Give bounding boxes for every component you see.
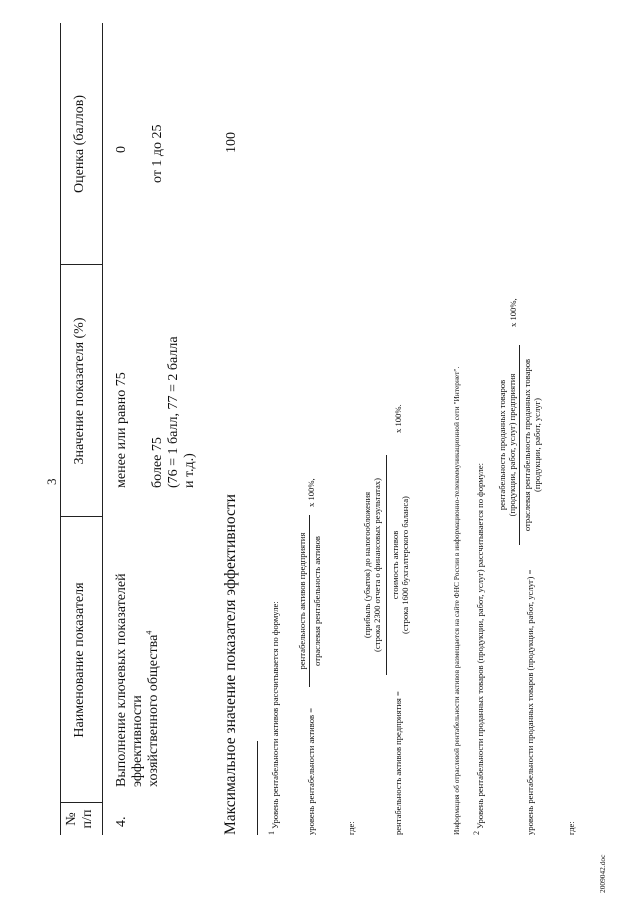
formula1-lhs: уровень рентабельности активов = <box>306 707 316 835</box>
formula1-numerator: рентабельность активов предприятия <box>297 532 307 670</box>
header-value: Значение показателя (%) <box>72 317 87 465</box>
row4-score2: от 1 до 25 <box>150 124 165 183</box>
formula1-fraction-line <box>309 515 310 687</box>
document-id: 2009042.doc <box>598 854 607 893</box>
formula3-multiplier: х 100%, <box>508 298 518 327</box>
formula1-denominator: отраслевая рентабельность активов <box>312 536 322 666</box>
formula2-fraction-line <box>386 455 387 675</box>
table-header-rule <box>102 23 103 835</box>
formula2-numerator-line1: (прибыль (убыток) до налогообложения <box>362 491 372 639</box>
header-num-line1: № <box>64 812 79 826</box>
table-top-rule <box>60 23 61 835</box>
footnote-2 <box>472 462 485 835</box>
row4-name <box>114 507 162 787</box>
row4-name-sup: 4 <box>144 630 154 635</box>
formula3-denominator-line1: отраслевая рентабельность проданных товаров <box>522 358 532 532</box>
footnote-2-text: Уровень рентабельности проданных товаров (продукции, работ, услуг) рассчитывается по формуле: <box>475 462 485 829</box>
formula2-numerator <box>362 455 382 675</box>
row4-value2 <box>150 268 198 488</box>
formula3-denominator-line2: (продукции, работ, услуг) <box>532 398 542 492</box>
formula2-numerator-line2: (строка 2300 отчета о финансовых результатах) <box>372 478 382 652</box>
row4-name-line2-wrap <box>146 507 162 787</box>
row4-num: 4. <box>114 816 129 827</box>
footnote-2-sup: 2 <box>472 831 482 835</box>
formula3-numerator <box>497 345 517 545</box>
row4-name-line2: хозяйственного общества <box>146 634 161 787</box>
formula2-multiplier: х 100%. <box>393 404 403 433</box>
header-score: Оценка (баллов) <box>72 95 87 193</box>
footnote-1-text: Уровень рентабельности активов рассчитывается по формуле: <box>270 601 280 829</box>
formula3-numerator-line2: (продукции, работ, услуг) предприятия <box>507 373 517 517</box>
footnote-separator <box>257 741 258 835</box>
where-1: где: <box>346 821 356 835</box>
formula2-denominator <box>390 455 410 675</box>
row4-value2-line2: (76 = 1 балл, 77 = 2 балла <box>166 336 181 488</box>
formula2-lhs: рентабельность активов предприятия = <box>393 691 403 835</box>
header-num-line2: п/п <box>80 809 95 829</box>
where-2: где: <box>566 821 576 835</box>
formula3-lhs: уровень рентабельности проданных товаров (продукции, работ, услуг) = <box>525 569 535 835</box>
row4-value2-line1: более 75 <box>150 437 165 488</box>
row4-value2-line3: и т.д.) <box>182 453 197 488</box>
formula1-multiplier: х 100%, <box>306 478 316 507</box>
info-text: Информация об отраслевой рентабельности активов размещается на сайте ФНС России в информационно-телекоммуникационной сети "Интернет". <box>452 366 461 835</box>
formula3-denominator <box>522 345 542 545</box>
formula3-fraction-line <box>519 345 520 545</box>
header-num <box>64 803 96 835</box>
row4-value1: менее или равно 75 <box>114 372 129 488</box>
max-row-score: 100 <box>224 132 239 153</box>
footnote-1-sup: 1 <box>267 831 277 835</box>
formula2-denominator-line2: (строка 1600 бухгалтерского баланса) <box>400 496 410 634</box>
row4-name-line1: Выполнение ключевых показателей эффективности <box>114 573 145 787</box>
page-number: 3 <box>44 478 59 485</box>
formula2-denominator-line1: стоимость активов <box>390 530 400 600</box>
footnote-1 <box>267 601 280 835</box>
max-row-label: Максимальное значение показателя эффективности <box>222 494 239 835</box>
formula3-numerator-line1: рентабельность проданных товаров <box>497 379 507 511</box>
row4-score1: 0 <box>114 146 129 153</box>
header-name: Наименование показателя <box>72 582 87 738</box>
